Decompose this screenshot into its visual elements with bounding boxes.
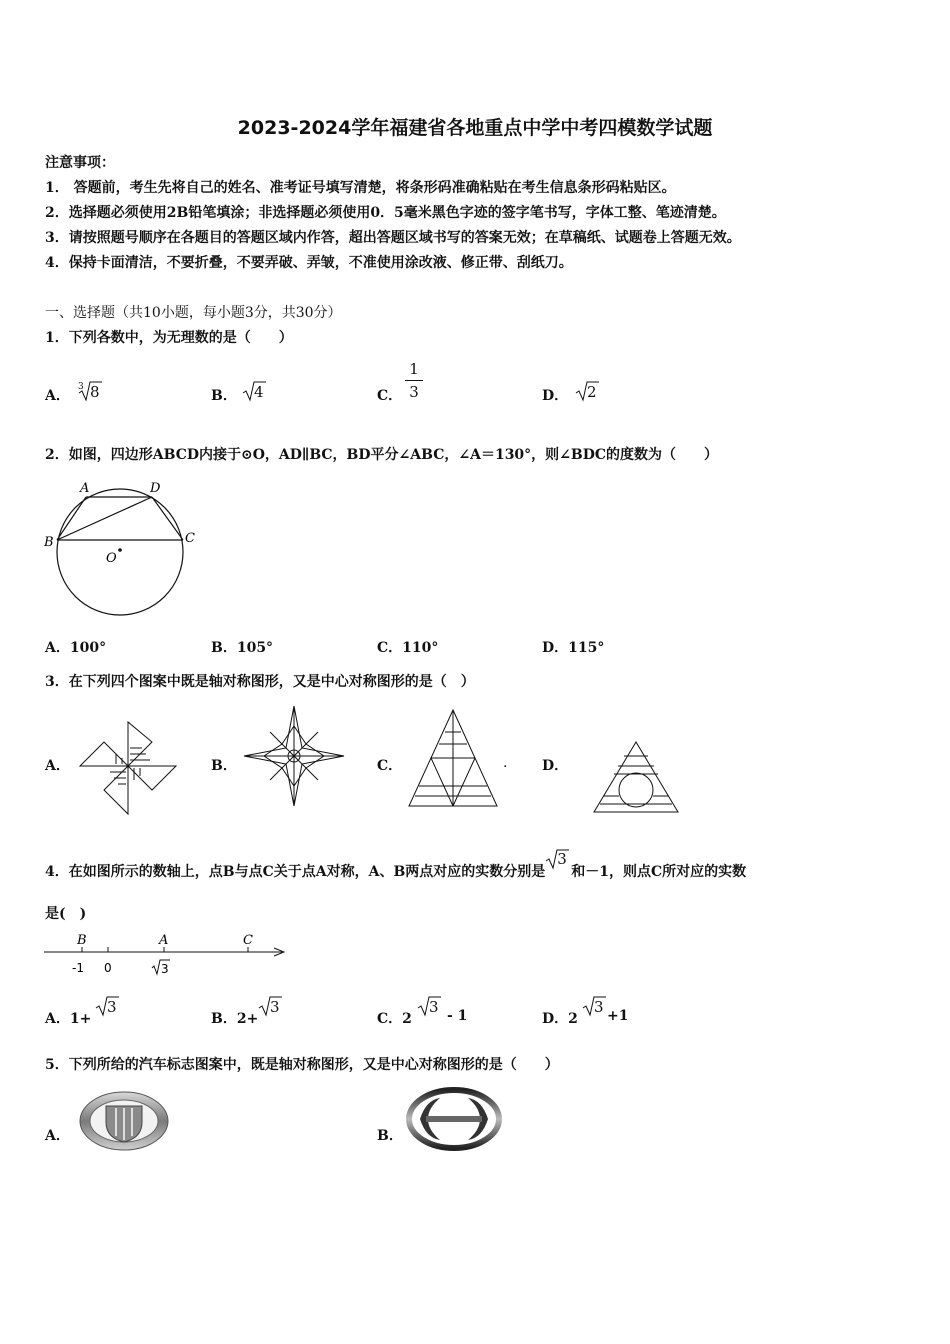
q1-option-c-fraction [405, 360, 423, 401]
car-logo-a-icon [78, 1090, 170, 1152]
notice-item: 4．保持卡面清洁，不要折叠，不要弄破、弄皱，不准使用涂改液、修正带、刮纸刀。 [45, 255, 573, 271]
stem-text: 4．在如图所示的数轴上，点B与点C关于点A对称，A、B两点对应的实数分别是 [45, 864, 546, 880]
pinwheel-figure [80, 718, 180, 818]
radicand: 3 [107, 998, 117, 1016]
q2-option-b: B．105° [211, 640, 274, 656]
q4-option-b-label: B．2+ [211, 1011, 259, 1027]
radicand: 3 [429, 998, 439, 1016]
car-logo-b-icon [406, 1088, 502, 1150]
point-label: C [185, 531, 195, 546]
triangle-pattern-figure-c [405, 708, 508, 808]
q1-option-d-label: D． [542, 388, 569, 404]
axis-point-label: A [159, 933, 169, 948]
radicand: 2 [587, 383, 597, 401]
notice-item: 3．请按照题号顺序在各题目的答题区域内作答，超出答题区域书写的答案无效；在草稿纸、试题卷上答题无效。 [45, 230, 741, 246]
q3-option-c-label: C． [377, 758, 403, 774]
q5-option-b-label: B． [377, 1128, 403, 1144]
stem-text: 和－1，则点C所对应的实数 [571, 864, 747, 880]
circle-quadrilateral-figure [40, 472, 210, 622]
number-line-figure [42, 930, 292, 980]
question-4-stem [45, 852, 746, 881]
q4-option-d-label: D．2 [542, 1011, 578, 1027]
radicand: 3 [594, 998, 604, 1016]
point-label: B [44, 535, 54, 550]
q4-option-d-tail: +1 [607, 1008, 629, 1024]
radicand: 3 [270, 998, 280, 1016]
q3-option-b-label: B． [211, 758, 237, 774]
q1-option-b-label: B． [211, 388, 237, 404]
axis-tick-label: -1 [72, 961, 84, 975]
section-heading: 一、选择题（共10小题，每小题3分，共30分） [45, 305, 342, 321]
q3-option-d-label: D． [542, 758, 569, 774]
q4-option-c-label: C．2 [377, 1011, 412, 1027]
notice-item: 2．选择题必须使用2B铅笔填涂；非选择题必须使用0．5毫米黑色字迹的签字笔书写，字体工整、笔迹清楚。 [45, 205, 726, 221]
question-5-stem: 5．下列所给的汽车标志图案中，既是轴对称图形，又是中心对称图形的是（ ） [45, 1057, 559, 1073]
axis-tick-label: 0 [104, 961, 112, 975]
q2-option-c: C．110° [377, 640, 439, 656]
question-3-stem: 3．在下列四个图案中既是轴对称图形，又是中心对称图形的是（ ） [45, 674, 475, 690]
q3-option-a-label: A． [45, 758, 70, 774]
compass-star-figure [240, 704, 350, 808]
fraction-bar [405, 380, 423, 381]
question-1-stem: 1．下列各数中，为无理数的是（ ） [45, 330, 293, 346]
radical-index: 3 [78, 382, 84, 392]
point-label: D [150, 481, 161, 496]
point-label: O [106, 551, 117, 566]
q4-option-c-tail: - 1 [447, 1008, 468, 1024]
radicand: 4 [254, 383, 264, 401]
stray-dot: . [503, 755, 508, 771]
triangle-circle-figure-d [592, 740, 682, 816]
q4-option-a-label: A．1+ [45, 1011, 92, 1027]
q1-option-a-label: A． [45, 388, 70, 404]
q5-option-a-label: A． [45, 1128, 70, 1144]
point-label: A [80, 481, 90, 496]
q1-option-c-label: C． [377, 388, 403, 404]
q2-option-a: A．100° [45, 640, 107, 656]
axis-point-label: C [243, 933, 253, 948]
question-2-stem: 2．如图，四边形ABCD内接于⊙O，AD∥BC，BD平分∠ABC，∠A＝130°，则∠BDC的度数为（ ） [45, 447, 719, 463]
radicand: 8 [90, 383, 100, 401]
axis-point-label: B [77, 933, 87, 948]
notice-item: 1． 答题前，考生先将自己的姓名、准考证号填写清楚，将条形码准确粘贴在考生信息条形码粘贴区。 [45, 180, 676, 196]
axis-tick-label: 3 [161, 962, 169, 976]
denominator: 3 [409, 383, 419, 401]
radicand: 3 [557, 850, 567, 868]
question-4-stem-line2: 是( ) [45, 906, 87, 922]
stem-radical [545, 852, 571, 870]
q2-option-d: D．115° [542, 640, 605, 656]
numerator: 1 [409, 360, 419, 378]
notice-heading: 注意事项： [45, 155, 115, 171]
page-title: 2023-2024学年福建省各地重点中学中考四模数学试题 [237, 117, 713, 139]
